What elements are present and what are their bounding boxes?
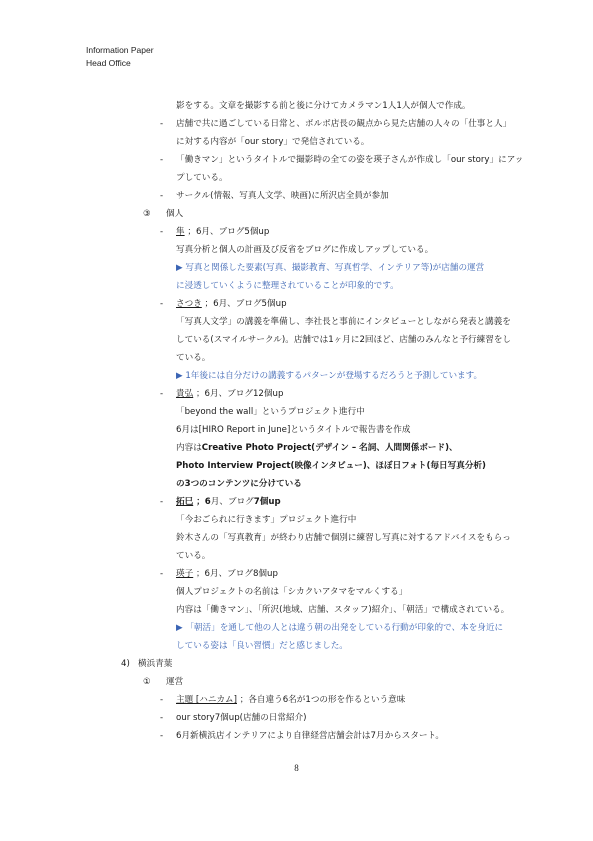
bullet-line (0, 727, 593, 745)
subsection-heading (0, 205, 593, 223)
comment-line (0, 367, 593, 385)
bullet-line (0, 187, 593, 205)
text: 「写真人文学」の講義を準備し、李社長と事前にインタビューとしながら発表と講義を (176, 317, 511, 327)
section-number: 4) (121, 659, 130, 669)
text: している(スマイルサークル)。店舗では1ヶ月に2回ほど、店舗のみんなと予行練習をし (176, 335, 512, 345)
person-entry (0, 385, 593, 403)
person-entry (0, 223, 593, 241)
text: 写真分析と個人の計画及び反省をブログに作成しアップしている。 (176, 245, 434, 255)
person-stats: ；6 (196, 497, 211, 507)
person-name: 貴弘 (176, 389, 194, 399)
theme-label: 主題 [ハニカム] (176, 695, 237, 705)
person-entry (0, 295, 593, 313)
text: 「今おごられに行きます」プロジェクト進行中 (176, 515, 357, 525)
person-stats: 7個up (253, 497, 281, 507)
text: サークル(情報、写真人文学、映画)に所沢店全員が参加 (176, 191, 389, 201)
dash-bullet: - (160, 389, 164, 399)
dash-bullet: - (160, 155, 164, 165)
bold-text: Creative Photo Project(デザイン – 名詞、人間関係ボード)、 (201, 443, 458, 453)
bullet-line (0, 151, 593, 169)
text-line (0, 529, 593, 547)
bullet-line (0, 691, 593, 709)
text-line (0, 601, 593, 619)
text: 内容は (176, 443, 202, 453)
dash-bullet: - (160, 569, 164, 579)
text-line (0, 349, 593, 367)
dash-bullet: - (160, 695, 164, 705)
text-line (0, 511, 593, 529)
person-name: 拓巳 (176, 497, 194, 507)
text-line (0, 331, 593, 349)
person-stats: ；6月、ブログ8個up (195, 569, 278, 579)
person-name: 瑛子 (176, 569, 194, 579)
text: 「働きマン」というタイトルで撮影時の全ての姿を瑛子さんが作成し「our story」にアッ (176, 155, 524, 165)
person-entry (0, 565, 593, 583)
text: 「beyond the wall」というプロジェクト進行中 (176, 407, 365, 417)
text-line (0, 583, 593, 601)
text: 個人プロジェクトの名前は「シカクいアタマをマルくする」 (176, 587, 408, 597)
dash-bullet: - (160, 713, 164, 723)
dash-bullet: - (160, 227, 164, 237)
text: 鈴木さんの「写真教育」が終わり店舗で個別に練習し写真に対するアドバイスをもらっ (176, 533, 511, 543)
text: 影をする。文章を撮影する前と後に分けてカメラマン1人1人が個人で作成。 (176, 101, 471, 111)
person-stats: 月、ブログ (210, 497, 254, 507)
dash-bullet: - (160, 299, 164, 309)
comment: に浸透していくように整理されていることが印象的です。 (176, 281, 399, 291)
text: 6月新横浜店インテリアにより自律経営店舗会計は7月からスタート。 (176, 731, 444, 741)
subsection-number: ① (143, 677, 151, 687)
document-body (0, 97, 593, 745)
text-line (0, 169, 593, 187)
text-line (0, 313, 593, 331)
comment-line (0, 277, 593, 295)
dash-bullet: - (160, 731, 164, 741)
text: 店舗で共に過ごしている日常と、ボルボ店長の観点から見た店舗の人々の「仕事と人」 (176, 119, 512, 129)
header-line-2: Head Office (86, 58, 131, 68)
text-line (0, 403, 593, 421)
dash-bullet: - (160, 497, 164, 507)
subsection-heading (0, 673, 593, 691)
bold-text: Photo Interview Project(映像インタビュー)、ほぼ日フォト(毎日写真分析) (176, 461, 486, 471)
document-header (86, 44, 154, 70)
comment: ▶ 1年後には自分だけの講義するパターンが登場するだろうと予測しています。 (176, 371, 483, 381)
person-stats: ；6月、ブログ5個up (204, 299, 287, 309)
dash-bullet: - (160, 119, 164, 129)
subsection-title: 運営 (166, 677, 184, 687)
text: プしている。 (176, 173, 228, 183)
section-heading (0, 655, 593, 673)
text-line (0, 457, 593, 475)
text-line (0, 133, 593, 151)
text: ；各自違う6名が1つの形を作るという意味 (239, 695, 406, 705)
text-line (0, 475, 593, 493)
page-number: 8 (294, 763, 299, 773)
text-line (0, 439, 593, 457)
comment-line (0, 637, 593, 655)
comment: している姿は「良い習慣」だと感じました。 (176, 641, 348, 651)
text-line (0, 97, 593, 115)
subsection-number: ③ (143, 209, 151, 219)
text: our story7個up(店舗の日常紹介) (176, 713, 307, 723)
person-name: 隼 (176, 227, 185, 237)
bullet-line (0, 709, 593, 727)
text: 6月は[HIRO Report in June]というタイトルで報告書を作成 (176, 425, 411, 435)
comment: ▶ 「朝活」を通して他の人とは違う朝の出発をしている行動が印象的で、本を身近に (176, 623, 504, 633)
person-stats: ；6月、ブログ12個up (195, 389, 284, 399)
text: ている。 (176, 551, 211, 561)
text: ている。 (176, 353, 211, 363)
dash-bullet: - (160, 191, 164, 201)
comment: ▶ 写真と関係した要素(写真、撮影教育、写真哲学、インテリア等)が店舗の運営 (176, 263, 485, 273)
person-stats: ；6月、ブログ5個up (187, 227, 270, 237)
bold-text: の3つのコンテンツに分けている (176, 479, 302, 489)
header-line-1: Information Paper (86, 45, 154, 55)
subsection-title: 個人 (166, 209, 184, 219)
person-entry (0, 493, 593, 511)
comment-line (0, 619, 593, 637)
text-line (0, 421, 593, 439)
text-line (0, 547, 593, 565)
text: 内容は「働きマン」、「所沢(地域、店舗、スタッフ)紹介」、「朝活」で構成されている。 (176, 605, 510, 615)
section-title: 横浜青葉 (138, 659, 173, 669)
text-line (0, 241, 593, 259)
text: に対する内容が「our story」で発信されている。 (176, 137, 370, 147)
person-name: さつき (176, 299, 202, 309)
comment-line (0, 259, 593, 277)
bullet-line (0, 115, 593, 133)
